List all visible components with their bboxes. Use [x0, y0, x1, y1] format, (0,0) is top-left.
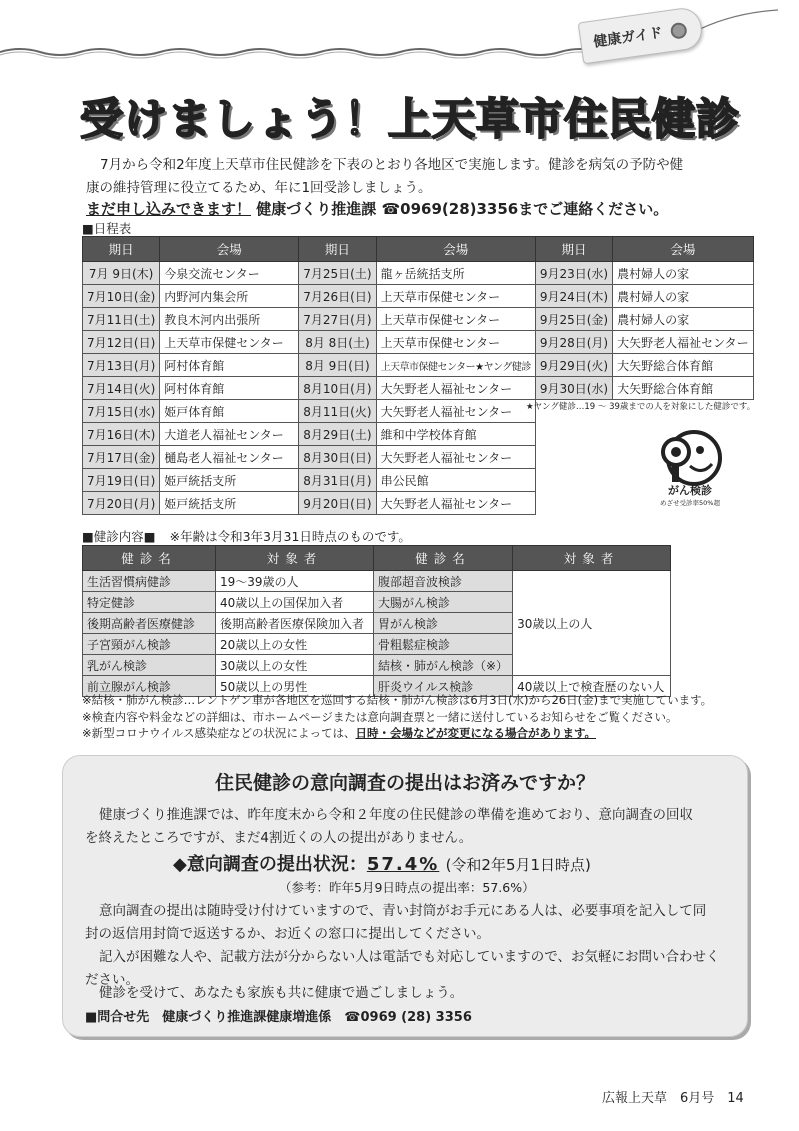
apply-line	[86, 198, 668, 219]
schedule-venue: 龍ヶ岳統括支所	[376, 262, 535, 285]
schedule-date: 9月24日(木)	[535, 285, 612, 308]
exam-name: 肝炎ウイルス検診	[374, 676, 513, 697]
schedule-venue: 農村婦人の家	[613, 262, 754, 285]
schedule-venue: 上天草市保健センター★ヤング健診	[376, 354, 535, 377]
schedule-row	[83, 331, 754, 354]
cancer-screening-logo	[650, 428, 730, 508]
schedule-venue: 大矢野老人福祉センター	[376, 400, 535, 423]
schedule-date: 8月10日(月)	[299, 377, 376, 400]
schedule-date: 7月16日(木)	[83, 423, 160, 446]
exam-label-line	[82, 527, 411, 545]
exam-table	[82, 545, 671, 697]
schedule-venue: 阿村体育館	[160, 354, 299, 377]
schedule-venue: 姫戸統括支所	[160, 492, 299, 515]
schedule-venue: 上天草市保健センター	[376, 308, 535, 331]
schedule-date: 7月15日(水)	[83, 400, 160, 423]
exam-row	[83, 571, 671, 592]
schedule-header-row	[83, 237, 754, 262]
exam-target: 40歳以上の国保加入者	[216, 592, 374, 613]
survey-p1-line-2: を終えたところですが、まだ4割近くの人の提出がありません。	[85, 830, 473, 846]
exam-name: 腹部超音波検診	[374, 571, 513, 592]
tag-string-icon	[690, 8, 780, 38]
schedule-date: 9月20日(日)	[299, 492, 376, 515]
note-3-underlined: 日時・会場などが変更になる場合があります。	[355, 726, 597, 740]
schedule-date: 7月13日(月)	[83, 354, 160, 377]
exam-name: 大腸がん検診	[374, 592, 513, 613]
schedule-date: 7月26日(日)	[299, 285, 376, 308]
intro-line-1: 7月から令和2年度上天草市住民健診を下表のとおり各地区で実施します。健診を病気の予防や健	[100, 157, 684, 173]
schedule-date: 7月 9日(木)	[83, 262, 160, 285]
exam-header: 健診名	[374, 546, 513, 571]
schedule-date: 7月11日(土)	[83, 308, 160, 331]
schedule-venue: 大矢野老人福祉センター	[376, 377, 535, 400]
survey-p3-line-2: ださい。	[85, 972, 139, 988]
schedule-venue: 上天草市保健センター	[376, 285, 535, 308]
schedule-date: 8月 9日(日)	[299, 354, 376, 377]
schedule-date: 7月25日(土)	[299, 262, 376, 285]
schedule-venue: 大矢野老人福祉センター	[613, 331, 754, 354]
logo-text-1: がん検診	[668, 484, 712, 497]
schedule-date: 7月12日(日)	[83, 331, 160, 354]
survey-paragraph-1	[85, 804, 735, 850]
survey-status	[173, 850, 591, 876]
schedule-date: 7月19日(日)	[83, 469, 160, 492]
schedule-date: 9月23日(水)	[535, 262, 612, 285]
schedule-venue: 大道老人福祉センター	[160, 423, 299, 446]
schedule-date: 8月11日(火)	[299, 400, 376, 423]
schedule-date: 7月14日(火)	[83, 377, 160, 400]
schedule-header: 期日	[535, 237, 612, 262]
section-tag-label: 健康ガイド	[592, 25, 664, 51]
exam-name: 後期高齢者医療健診	[83, 613, 216, 634]
schedule-venue: 農村婦人の家	[613, 308, 754, 331]
schedule-date: 9月30日(水)	[535, 377, 612, 400]
schedule-row	[83, 285, 754, 308]
schedule-venue: 姫戸統括支所	[160, 469, 299, 492]
schedule-venue: 大矢野老人福祉センター	[376, 446, 535, 469]
logo-text-2: めざせ受診率50%超	[660, 499, 720, 507]
survey-paragraph-4: 健診を受けて、あなたも家族も共に健康で過ごしましょう。	[99, 985, 464, 1001]
page-footer: 広報上天草 6月号 14	[602, 1091, 744, 1106]
exam-target: 20歳以上の女性	[216, 634, 374, 655]
intro-paragraph	[86, 154, 736, 200]
schedule-header: 期日	[299, 237, 376, 262]
exam-name: 骨粗鬆症検診	[374, 634, 513, 655]
schedule-date: 8月31日(月)	[299, 469, 376, 492]
schedule-date: 8月29日(土)	[299, 423, 376, 446]
status-percentage: 57.4%	[366, 854, 440, 875]
schedule-label: ■日程表	[82, 221, 132, 236]
survey-p2-line-2: 封の返信用封筒で返送するか、お近くの窓口に提出してください。	[85, 926, 490, 942]
exam-notes	[82, 692, 712, 742]
schedule-row	[83, 262, 754, 285]
exam-header-row	[83, 546, 671, 571]
exam-name: 生活習慣病健診	[83, 571, 216, 592]
schedule-venue: 姫戸体育館	[160, 400, 299, 423]
note-3-text: ※新型コロナウイルス感染症などの状況によっては、	[82, 726, 356, 740]
schedule-date: 7月10日(金)	[83, 285, 160, 308]
schedule-date: 8月 8日(土)	[299, 331, 376, 354]
intro-line-2: 康の維持管理に役立てるため、年に1回受診しましょう。	[86, 180, 432, 196]
exam-name: 子宮頸がん検診	[83, 634, 216, 655]
yang-note: ★ヤング健診…19 ～ 39歳までの人を対象にした健診です。	[526, 402, 756, 412]
schedule-row	[83, 308, 754, 331]
schedule-header: 会場	[160, 237, 299, 262]
schedule-venue: 内野河内集会所	[160, 285, 299, 308]
schedule-date: 7月27日(月)	[299, 308, 376, 331]
schedule-date: 8月30日(日)	[299, 446, 376, 469]
exam-header: 対象者	[216, 546, 374, 571]
survey-contact: ■問合せ先 健康づくり推進課健康増進係 ☎0969 (28) 3356	[85, 1010, 472, 1025]
status-date: (令和2年5月1日時点)	[445, 856, 591, 874]
exam-header: 健診名	[83, 546, 216, 571]
schedule-venue: 大矢野総合体育館	[613, 377, 754, 400]
apply-highlight: まだ申し込みできます！	[86, 200, 252, 218]
schedule-venue: 阿村体育館	[160, 377, 299, 400]
apply-contact: 健康づくり推進課 ☎0969(28)3356までご連絡ください。	[256, 200, 669, 218]
exam-name: 特定健診	[83, 592, 216, 613]
note-2: ※検査内容や料金などの詳細は、市ホームページまたは意向調査票と一緒に送付しているお知らせをご覧ください。	[82, 709, 678, 724]
exam-target: 30歳以上の女性	[216, 655, 374, 676]
exam-name: 乳がん検診	[83, 655, 216, 676]
schedule-header: 期日	[83, 237, 160, 262]
survey-paragraph-2	[85, 900, 735, 992]
schedule-venue: 農村婦人の家	[613, 285, 754, 308]
schedule-venue: 大矢野総合体育館	[613, 354, 754, 377]
exam-label: ■健診内容■	[82, 529, 156, 544]
exam-header: 対象者	[513, 546, 671, 571]
survey-box	[62, 755, 748, 1037]
schedule-venue: 大矢野老人福祉センター	[376, 492, 535, 515]
schedule-row	[83, 354, 754, 377]
schedule-venue: 上天草市保健センター	[376, 331, 535, 354]
exam-name: 前立腺がん検診	[83, 676, 216, 697]
schedule-header: 会場	[376, 237, 535, 262]
exam-target: 40歳以上で検査歴のない人	[513, 676, 671, 697]
status-label: ◆意向調査の提出状況：	[173, 854, 367, 875]
page-title: 受けましょう！上天草市住民健診	[80, 95, 740, 145]
survey-p3-line-1: 記入が困難な人や、記載方法が分からない人は電話でも対応していますので、お気軽にお問い合わせく	[99, 949, 720, 965]
survey-p1-line-1: 健康づくり推進課では、昨年度末から令和２年度の住民健診の準備を進めており、意向調査の回収	[99, 807, 693, 823]
note-3	[82, 725, 712, 742]
schedule-venue: 今泉交流センター	[160, 262, 299, 285]
exam-target: 30歳以上の人	[513, 571, 671, 676]
schedule-venue: 維和中学校体育館	[376, 423, 535, 446]
schedule-date: 9月28日(月)	[535, 331, 612, 354]
survey-p2-line-1: 意向調査の提出は随時受け付けていますので、青い封筒がお手元にある人は、必要事項を記入して同	[99, 903, 707, 919]
note-1: ※結核・肺がん検診…レントゲン車が各地区を巡回する結核・肺がん検診は6月3日(水)から26日(金)まで実施しています。	[82, 693, 713, 707]
tag-hole-icon	[670, 22, 688, 40]
schedule-venue: 上天草市保健センター	[160, 331, 299, 354]
schedule-header: 会場	[613, 237, 754, 262]
schedule-venue: 教良木河内出張所	[160, 308, 299, 331]
exam-target: 後期高齢者医療保険加入者	[216, 613, 374, 634]
schedule-date: 7月17日(金)	[83, 446, 160, 469]
schedule-venue: 串公民館	[376, 469, 535, 492]
exam-name: 結核・肺がん検診（※）	[374, 655, 513, 676]
schedule-date: 9月25日(金)	[535, 308, 612, 331]
survey-reference: （参考：昨年5月9日時点の提出率：57.6%）	[279, 880, 535, 895]
survey-title: 住民健診の意向調査の提出はお済みですか？	[214, 772, 595, 794]
schedule-row	[83, 377, 754, 400]
exam-age-note: ※年齢は令和3年3月31日時点のものです。	[169, 529, 411, 544]
exam-target: 19～39歳の人	[216, 571, 374, 592]
schedule-venue: 樋島老人福祉センター	[160, 446, 299, 469]
schedule-date: 9月29日(火)	[535, 354, 612, 377]
exam-target: 50歳以上の男性	[216, 676, 374, 697]
exam-name: 胃がん検診	[374, 613, 513, 634]
schedule-date: 7月20日(月)	[83, 492, 160, 515]
